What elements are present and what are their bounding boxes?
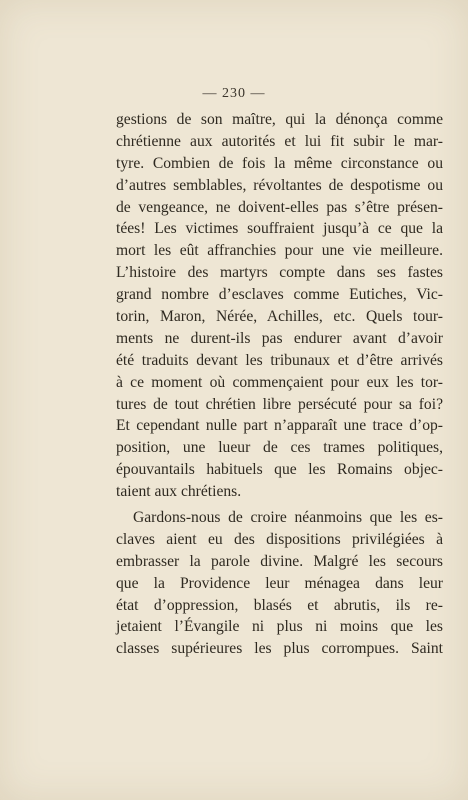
- text-line: position, une lueur de ces trames politiques,: [116, 439, 443, 457]
- text-line: d’autres semblables, révoltantes de despotisme ou: [116, 176, 443, 194]
- text-line: tures de tout chrétien libre persécuté pour sa foi?: [116, 395, 443, 413]
- text-line: chrétienne aux autorités et lui fit subir le mar-: [116, 132, 443, 150]
- text-line: classes supérieures les plus corrompues. Saint: [116, 640, 443, 658]
- text-line: embrasser la parole divine. Malgré les secours: [116, 552, 443, 570]
- text-line: Et cependant nulle part n’apparaît une trace d’op-: [116, 417, 443, 435]
- text-line: tées! Les victimes souffraient jusqu’à ce que la: [116, 220, 443, 238]
- text-line: L’histoire des martyrs compte dans ses fastes: [116, 264, 443, 282]
- text-line: claves aient eu des dispositions privilégiées à: [116, 530, 443, 548]
- page-number: — 230 —: [202, 86, 266, 101]
- text-line: ments ne durent-ils pas endurer avant d’avoir: [116, 329, 443, 347]
- paragraph-2: [116, 507, 443, 660]
- text-line: Gardons-nous de croire néanmoins que les es-: [133, 509, 443, 527]
- text-line: gestions de son maître, qui la dénonça comme: [116, 111, 443, 128]
- text-line: épouvantails habituels que les Romains objec-: [116, 461, 443, 479]
- text-line: que la Providence leur ménagea dans leur: [116, 574, 443, 592]
- text-line: été traduits devant les tribunaux et d’être arrivés: [116, 351, 443, 369]
- text-line: mort les eût affranchies pour une vie meilleure.: [116, 242, 443, 260]
- text-line: à ce moment où commençaient pour eux les tor-: [116, 373, 443, 391]
- paragraph-1: [116, 109, 443, 503]
- body-text: [116, 109, 443, 660]
- text-line: torin, Maron, Nérée, Achilles, etc. Quels tour-: [116, 308, 443, 326]
- text-line: de vengeance, ne doivent-elles pas s’être présen-: [116, 198, 443, 216]
- text-line: état d’oppression, blasés et abrutis, ils re-: [116, 596, 443, 614]
- text-line: tyre. Combien de fois la même circonstance ou: [116, 154, 443, 172]
- text-line: taient aux chrétiens.: [116, 483, 242, 501]
- text-line: jetaient l’Évangile ni plus ni moins que les: [116, 618, 443, 636]
- text-line: grand nombre d’esclaves comme Eutiches, Vic-: [116, 286, 443, 304]
